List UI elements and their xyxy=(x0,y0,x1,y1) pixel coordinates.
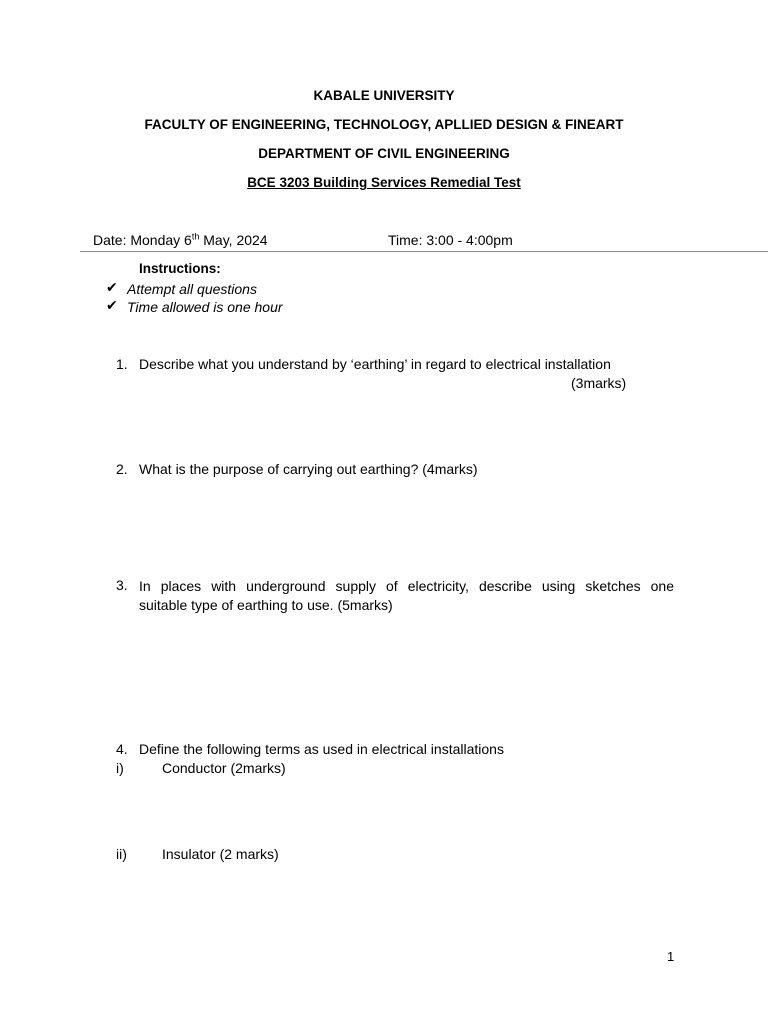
sub-question-number: ii) xyxy=(116,846,127,862)
question-text: What is the purpose of carrying out earthing? (4marks) xyxy=(139,461,478,477)
question-text: suitable type of earthing to use. (5marks) xyxy=(139,597,393,613)
sub-question-number: i) xyxy=(116,760,124,776)
instruction-item: Time allowed is one hour xyxy=(127,299,283,315)
page-number: 1 xyxy=(667,949,675,964)
instruction-item: Attempt all questions xyxy=(127,281,257,297)
question-number: 3. xyxy=(116,577,128,593)
exam-time: Time: 3:00 - 4:00pm xyxy=(388,232,513,248)
instructions-title: Instructions: xyxy=(139,261,221,276)
question-text: Describe what you understand by ‘earthing’ in regard to electrical installation xyxy=(139,356,611,372)
question-text: In places with underground supply of electricity, describe using sketches one xyxy=(139,578,674,594)
exam-date: Date: Monday 6th May, 2024 xyxy=(93,231,268,248)
department-title: DEPARTMENT OF CIVIL ENGINEERING xyxy=(258,146,510,161)
sub-question-text: Insulator (2 marks) xyxy=(162,846,279,862)
question-text: Define the following terms as used in electrical installations xyxy=(139,741,504,757)
header-divider xyxy=(80,251,768,252)
course-title: BCE 3203 Building Services Remedial Test xyxy=(247,175,521,190)
checkmark-icon: ✔ xyxy=(106,279,118,295)
faculty-title: FACULTY OF ENGINEERING, TECHNOLOGY, APLLIED DESIGN & FINEART xyxy=(144,117,624,132)
university-title: KABALE UNIVERSITY xyxy=(313,88,455,103)
checkmark-icon: ✔ xyxy=(106,297,118,313)
sub-question-text: Conductor (2marks) xyxy=(162,760,286,776)
question-number: 4. xyxy=(116,741,128,757)
question-number: 1. xyxy=(116,356,128,372)
question-marks: (3marks) xyxy=(571,375,627,391)
question-number: 2. xyxy=(116,461,128,477)
